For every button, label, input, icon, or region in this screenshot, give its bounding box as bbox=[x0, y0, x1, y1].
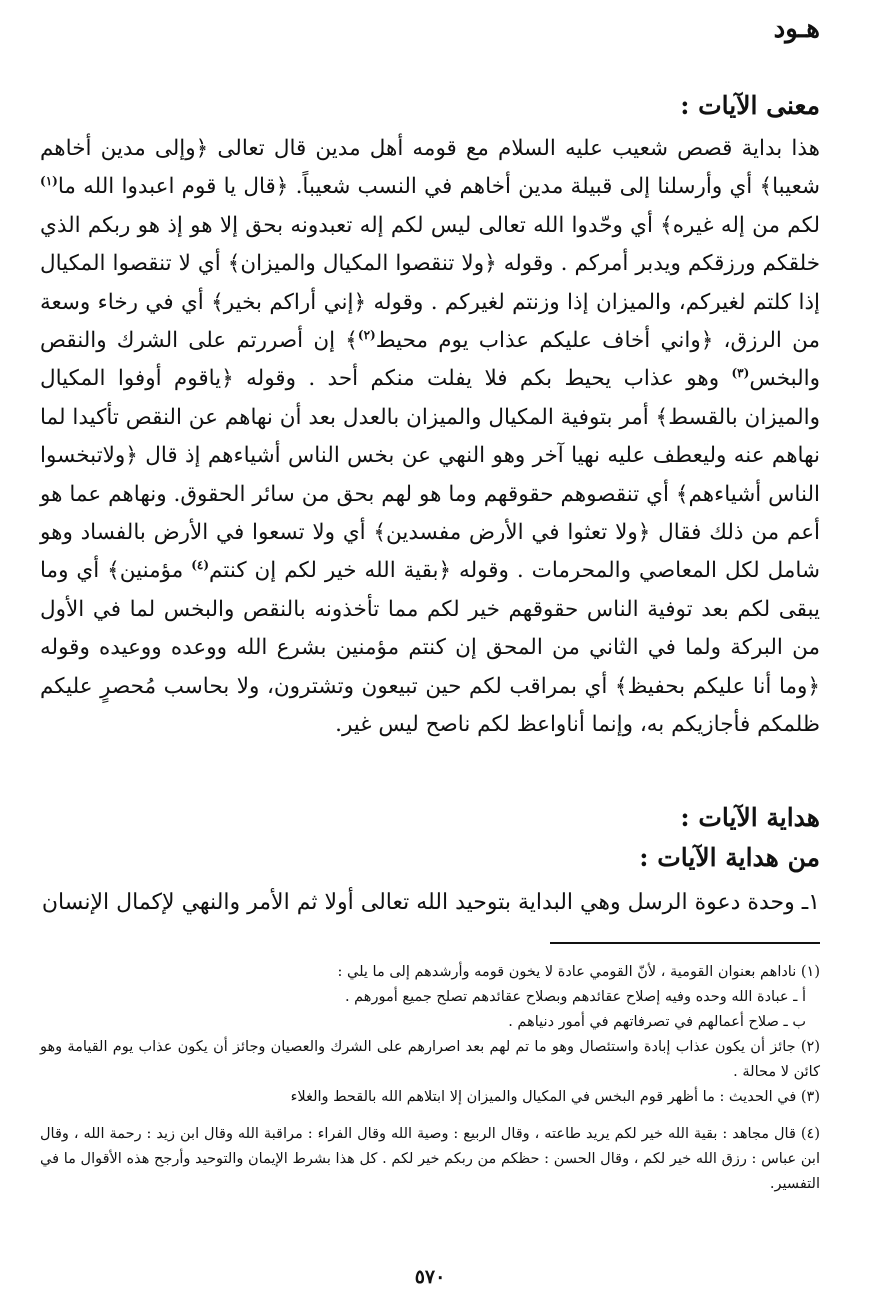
meaning-text-2: لكم من إله غيره﴾ أي وحّدوا الله تعالى ليس لكم إله تعبدونه بحق إلا هو إذ هو ربكم الذي خلقكم ورزقكم ويدبر أمركم . وقوله ﴿ولا تنقصوا المكيال والميزان﴾ أي لا تنقصوا المكيال إذا كلتم لغيركم، والميزان إذا وزنتم لغيركم . وقوله ﴿إني أراكم بخير﴾ أي في رخاء وسعة من الرزق، ﴿واني أخاف عليكم عذاب يوم محيط bbox=[40, 212, 820, 354]
footnote-marker-3: (٣) bbox=[731, 366, 750, 381]
surah-header: هـود bbox=[773, 14, 820, 44]
meaning-text-5: مؤمنين﴾ أي وما يبقى لكم بعد توفية الناس حقوقهم خير لكم مما تأخذونه بالنقص والبخس لما في الأول من البركة ولما في الثاني من المحق إن كنتم مؤمنين بشرع الله ووعده ووعيده وقوله ﴿وما أنا عليكم بحفيظ﴾ أي بمراقب لكم حين تبيعون وتشترون، ولا بحاسب مُحصرٍ عليكم ظلمكم فأجازيكم به، وإنما أناواعظ لكم ناصح ليس غير. bbox=[40, 558, 820, 738]
footnote-1-item-a: أ ـ عبادة الله وحده وفيه إصلاح عقائدهم وبصلاح عقائدهم تصلح جميع أمورهم . bbox=[344, 989, 806, 1005]
footnote-divider bbox=[550, 942, 820, 944]
footnotes bbox=[40, 960, 820, 1197]
footnote-marker-4: (٤) bbox=[191, 558, 210, 573]
footnote-3: (٣) في الحديث : ما أظهر قوم البخس في المكيال والميزان إلا ابتلاهم الله بالقحط والغلاء bbox=[290, 1089, 820, 1105]
footnote-1-item-b: ب ـ صلاح أعمالهم في تصرفاتهم في أمور دنياهم . bbox=[508, 1014, 806, 1030]
meaning-text-3: ﴾ إن أصررتم على الشرك والنقص والبخس bbox=[40, 328, 820, 392]
footnote-2: (٢) جائز أن يكون عذاب إبادة واستئصال وهو ما تم لهم بعد اصرارهم على الشرك والعصيان وجائز أن يكون عذاب يوم القيامة وهو كائن لا محالة . bbox=[40, 1039, 820, 1080]
meaning-heading: معنى الآيات : bbox=[680, 91, 820, 120]
guidance-subheading: من هداية الآيات : bbox=[639, 843, 820, 872]
footnote-marker-1: (١) bbox=[40, 174, 58, 189]
footnote-1: (١) ناداهم بعنوان القومية ، لأنّ القومي عادة لا يخون قومه وأرشدهم إلى ما يلي : bbox=[337, 964, 820, 980]
meaning-body bbox=[40, 130, 820, 745]
footnote-4: (٤) قال مجاهد : بقية الله خير لكم يريد طاعته ، وقال الربيع : وصية الله وقال الفراء : مراقبة الله وقال ابن زيد : رحمة الله ، وقال ابن عباس : رزق الله خير لكم ، وقال الحسن : حظكم من ربكم خير لكم . كل هذا بشرط الإيمان والتوحيد وأرجح هذه الأقوال ما في التفسير. bbox=[40, 1126, 820, 1192]
book-page bbox=[40, 14, 820, 1294]
guidance-heading: هداية الآيات : bbox=[680, 803, 820, 832]
meaning-text-4: وهو عذاب يحيط بكم فلا يفلت منكم أحد . وقوله ﴿ياقوم أوفوا المكيال والميزان بالقسط﴾ أمر بتوفية المكيال والميزان بالعدل بعد أن نهاهم عن النقص تأكيدا لما نهاهم عنه وليعطف عليه نهيا آخر وهو النهي عن بخس الناس أشياءهم إذ قال ﴿ولاتبخسوا الناس أشياءهم﴾ أي تنقصوهم حقوقهم وما هو لهم بحق من سائر الحقوق. ونهاهم عما هو أعم من ذلك فقال ﴿ولا تعثوا في الأرض مفسدين﴾ أي ولا تسعوا في الأرض بالفساد وهو شامل لكل المعاصي والمحرمات . وقوله ﴿بقية الله خير لكم إن كنتم bbox=[40, 366, 820, 584]
footnote-marker-2: (٢) bbox=[357, 327, 376, 342]
page-number: ٥٧٠ bbox=[414, 1266, 446, 1288]
meaning-paragraph bbox=[40, 130, 820, 745]
meaning-text-1: هذا بداية قصص شعيب عليه السلام مع قومه أهل مدين قال تعالى ﴿وإلى مدين أخاهم شعيبا﴾ أي وأرسلنا إلى قبيلة مدين أخاهم في النسب شعيباً. ﴿قال يا قوم اعبدوا الله ما bbox=[40, 136, 820, 200]
guidance-point-1: ١ـ وحدة دعوة الرسل وهي البداية بتوحيد الله تعالى أولا ثم الأمر والنهي لإكمال الإنسان bbox=[41, 890, 820, 915]
